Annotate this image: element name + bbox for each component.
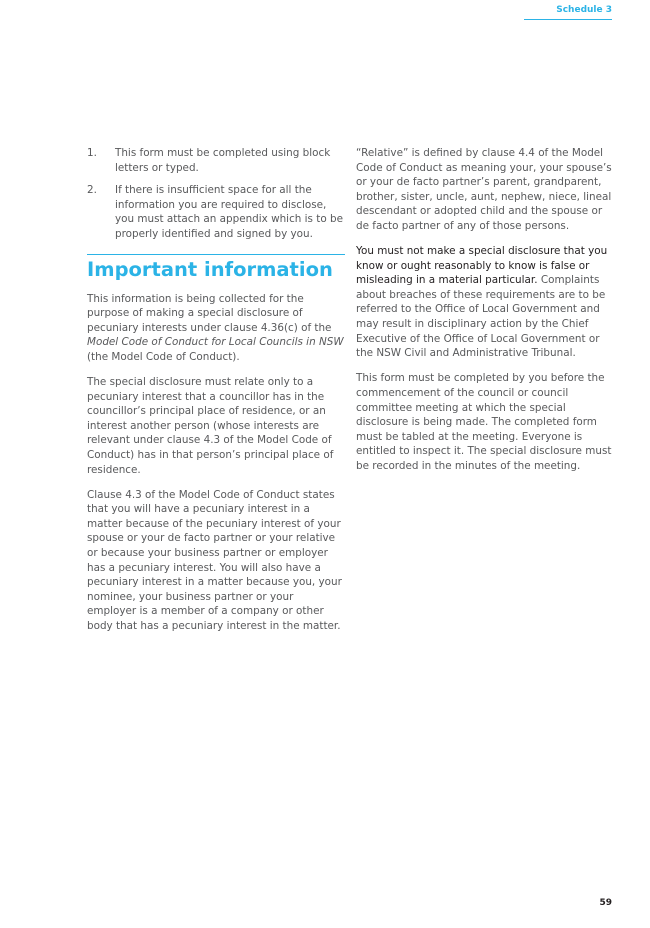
completion-paragraph: This form must be completed by you before the commencement of the council or council committee meeting at which the special disclosure is being made. The completed form must be tabled at the meeting. Everyone is entitled to inspect it. The special disclosure must be recorded in the minutes of the meeting.: [356, 372, 612, 472]
instruction-number: 2.: [87, 184, 97, 197]
warning-paragraph: [356, 244, 618, 361]
collection-text-start: This information is being collected for the purpose of making a special disclosure of pecuniary interests under clause 4.36(c) of the: [87, 292, 332, 334]
warning-emphasis: You must not make a special disclosure that you know or ought reasonably to know is false or misleading in a material particular.: [356, 245, 608, 287]
instruction-text: This form must be completed using block letters or typed.: [115, 147, 331, 174]
schedule-label: Schedule 3: [556, 5, 612, 15]
instruction-list: [87, 146, 345, 242]
right-column: [356, 146, 618, 484]
instruction-item: [87, 183, 345, 241]
instruction-number: 1.: [87, 147, 97, 159]
section-divider: [87, 254, 345, 255]
header-divider: [524, 19, 612, 20]
code-of-conduct-title: Model Code of Conduct for Local Councils in NSW: [87, 336, 344, 349]
relative-definition-paragraph: “Relative” is defined by clause 4.4 of the Model Code of Conduct as meaning your, your spouse’s or your de facto partner’s parent, grandparent, brother, sister, uncle, aunt, nephew, niece, lineal descendant or adopted child and the spouse or de facto partner of any of those persons.: [356, 147, 612, 232]
scope-paragraph: The special disclosure must relate only to a pecuniary interest that a councillor has in the councillor’s principal place of residence, or an interest another person (whose interests are relevant under clause 4.3 of the Model Code of Conduct) has in that person’s principal place of residence.: [87, 376, 334, 476]
left-column: [87, 146, 345, 644]
collection-paragraph: [87, 292, 345, 365]
instruction-text: If there is insufficient space for all the information you are required to disclose, you must attach an appendix which is to be properly identified and signed by you.: [115, 184, 344, 240]
page-number: 59: [599, 898, 612, 908]
collection-text-end: (the Model Code of Conduct).: [87, 350, 240, 363]
clause-paragraph: Clause 4.3 of the Model Code of Conduct states that you will have a pecuniary interest in a matter because of the pecuniary interest of your spouse or your de facto partner or your relative or because your business partner or employer has a pecuniary interest. You will also have a pecuniary interest in a matter because you, your nominee, your business partner or your employer is a member of a company or other body that has a pecuniary interest in the matter.: [87, 488, 342, 633]
section-title: Important information: [87, 257, 333, 281]
warning-text: Complaints about breaches of these requirements are to be referred to the Office of Local Government and may result in disciplinary action by the Chief Executive of the Office of Local Government or the NSW Civil and Administrative Tribunal.: [356, 274, 606, 360]
instruction-item: [87, 146, 345, 175]
